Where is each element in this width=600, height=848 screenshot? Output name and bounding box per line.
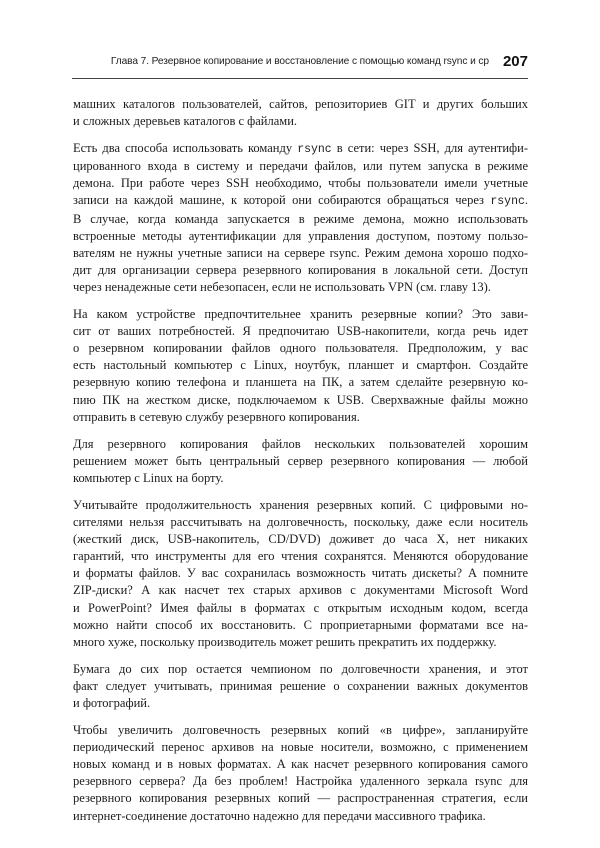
text-line: вателям не нужны учетные записи на сервере rsync. Режим демона хорошо подхо- xyxy=(73,245,528,260)
paragraph xyxy=(73,436,528,487)
text-line: и сложных деревьев каталогов с файлами. xyxy=(73,114,298,129)
text-line: и фотографий. xyxy=(73,696,151,710)
text-line: есть настольный компьютер с Linux, ноутбук, планшет и смартфон. Создайте xyxy=(73,358,528,373)
running-head xyxy=(72,50,528,79)
text-segment: . xyxy=(524,193,528,208)
body-text xyxy=(73,96,528,835)
text-line: Чтобы увеличить долговечность резервных копий «в цифре», запланируйте xyxy=(73,723,528,738)
text-line: В случае, когда команда запускается в режиме демона, можно использовать xyxy=(73,211,528,226)
text-line: встроенные методы аутентификации для управления доступом, поэтому пользо- xyxy=(73,228,528,243)
text-line: цированного входа в систему и передачи файлов, или путем запуска в режиме xyxy=(73,159,528,174)
paragraph xyxy=(73,306,528,426)
text-line: пию ПК на жестком диске, подключаемом к USB. Сверхважные файлы можно xyxy=(73,392,528,407)
text-line: через ненадежные сети небезопасен, если не использовать VPN (см. главу 13). xyxy=(73,279,491,294)
text-line: новых команд и в новых форматах. А как насчет резервного копирования самого xyxy=(73,757,528,772)
page-number: 207 xyxy=(502,52,528,70)
text-line: машних каталогов пользователей, сайтов, репозиториев GIT и других больших xyxy=(73,97,528,111)
text-line: и PowerPoint? Имея файлы в форматах с открытым исходным кодом, всегда xyxy=(73,600,528,615)
text-line: компьютер с Linux на борту. xyxy=(73,470,224,485)
text-line: много хуже, поскольку производитель может решить прекратить их поддержку. xyxy=(73,634,497,649)
text-line xyxy=(73,192,528,210)
paragraph xyxy=(73,140,528,296)
text-line: о резервном копировании файлов одного пользователя. Предположим, у вас xyxy=(73,341,528,356)
text-segment: в сети: через SSH, для аутентифи- xyxy=(331,141,529,156)
text-line: Учитывайте продолжительность хранения резервных копий. С цифровыми но- xyxy=(73,497,528,512)
text-line: дит для организации сервера резервного копирования в локальной сети. Доступ xyxy=(73,262,528,277)
text-segment: записи на каждой машине, к которой они собираются обращаться через xyxy=(73,193,491,208)
paragraph xyxy=(73,722,528,825)
text-line: интернет-соединение достаточно надежно для передачи массивного трафика. xyxy=(73,808,486,823)
text-line: резервного копирования резервных копий — распространенная стратегия, если xyxy=(73,791,528,806)
text-line: резервного сервера? Да без проблем! Настройка удаленного зеркала rsync для xyxy=(73,774,528,789)
paragraph xyxy=(73,661,528,712)
text-line: решением может быть центральный сервер резервного копирования — любой xyxy=(73,453,528,468)
inline-code: rsync xyxy=(297,143,332,157)
text-line: факт следует учитывать, принимая решение о сохранении важных документов xyxy=(73,678,528,693)
inline-code: rsync xyxy=(490,195,525,209)
text-line: (жесткий диск, USB-накопитель, CD/DVD) доживет до часа X, нет никаких xyxy=(73,532,528,547)
text-line xyxy=(73,140,528,158)
text-line: периодический перенос архивов на новые носители, возможно, с применением xyxy=(73,740,528,755)
paragraph xyxy=(73,497,528,651)
text-line: Бумага до сих пор остается чемпионом по долговечности хранения, и этот xyxy=(73,661,528,676)
text-line: отправить в сетевую службу резервного копирования. xyxy=(73,409,360,424)
text-line: резервную копию телефона и планшета на ПК, а затем сделайте резервную ко- xyxy=(73,375,528,390)
text-segment: Есть два способа использовать команду xyxy=(73,141,298,156)
text-line: На каком устройстве предпочтительнее хранить резервные копии? Это зави- xyxy=(73,307,528,322)
text-line: можно найти способ их восстановить. С проприетарными форматами все на- xyxy=(73,617,528,632)
text-line: и форматы файлов. У вас сохранилась возможность читать дискеты? А помните xyxy=(73,566,528,581)
paragraph xyxy=(73,96,528,130)
text-line: сит от ваших потребностей. Я предпочитаю USB-накопители, когда речь идет xyxy=(73,324,528,339)
chapter-running-title: Глава 7. Резервное копирование и восстановление с помощью команд rsync и cp xyxy=(110,55,489,67)
text-line: сителями нельзя рассчитывать на долговечность, поскольку, даже если носитель xyxy=(73,515,528,530)
text-line: Для резервного копирования файлов нескольких пользователей хорошим xyxy=(73,436,528,451)
text-line: гарантий, что инструменты для его чтения сохранятся. Меняются оборудование xyxy=(73,549,528,564)
text-line: демона. При работе через SSH необходимо, чтобы пользователи имели учетные xyxy=(73,176,528,191)
text-line: ZIP-диски? А как насчет тех старых архивов с документами Microsoft Word xyxy=(73,583,528,598)
